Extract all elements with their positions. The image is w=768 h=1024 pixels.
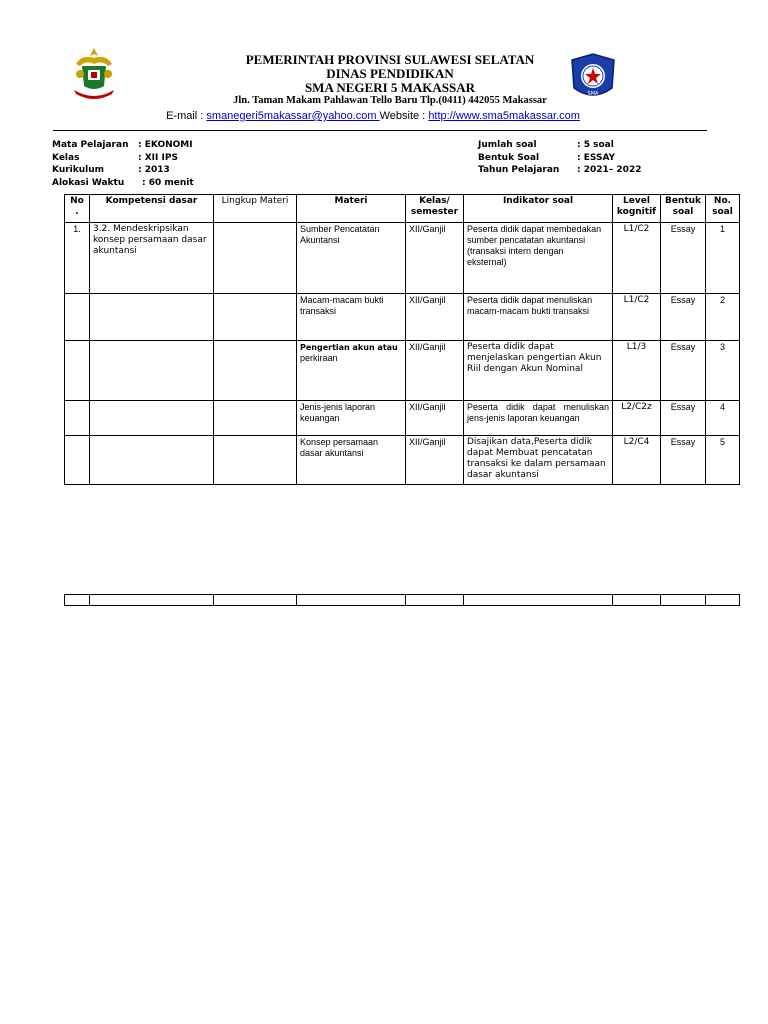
table-header-row <box>65 195 740 223</box>
info-right <box>478 140 678 178</box>
info-label: Kelas <box>52 152 80 163</box>
website-link[interactable]: http://www.sma5makassar.com <box>428 110 580 122</box>
cell-indikator: Peserta didik dapat membedakan sumber pencatatan akuntansi (transaksi intern dengan eksternal) <box>464 223 613 294</box>
email-link[interactable]: smanegeri5makassar@yahoo.com <box>206 110 380 122</box>
table-row <box>65 436 740 485</box>
cell-no: 1. <box>65 223 90 294</box>
cell-indikator: Peserta didik dapat menjelaskan pengertian Akun Riil dengan Akun Nominal <box>464 341 613 401</box>
cell-bentuk: Essay <box>661 223 706 294</box>
cell-lingkup <box>214 436 297 485</box>
school-badge-text: SMA <box>587 91 599 97</box>
cell-level: L2/C4 <box>613 436 661 485</box>
col-header-nosoal: No. soal <box>706 195 740 223</box>
table-row <box>65 294 740 341</box>
cell-nosoal: 1 <box>706 223 740 294</box>
cell-kd <box>90 436 214 485</box>
info-label: Mata Pelajaran <box>52 140 129 150</box>
cell-kelas: XII/Ganjil <box>406 294 464 341</box>
header-contact <box>0 110 746 122</box>
info-label: Bentuk Soal <box>478 152 540 163</box>
info-value: : 2021– 2022 <box>577 165 642 175</box>
cell-indikator: Disajikan data,Peserta didik dapat Membuat pencatatan transaksi ke dalam persamaan dasar akuntansi <box>464 436 613 485</box>
cell-materi-rest: perkiraan <box>300 353 338 363</box>
empty-table-row <box>64 594 740 606</box>
col-header-kd: Kompetensi dasar <box>90 195 214 223</box>
header-school: SMA NEGERI 5 MAKASSAR <box>304 80 476 95</box>
cell-indikator: Peserta didik dapat menuliskan macam-macam bukti transaksi <box>464 294 613 341</box>
cell-nosoal: 4 <box>706 401 740 436</box>
cell-kelas: XII/Ganjil <box>406 401 464 436</box>
cell-kelas: XII/Ganjil <box>406 341 464 401</box>
cell-materi: Sumber Pencatatan Akuntansi <box>297 223 406 294</box>
cell-materi: Macam-macam bukti transaksi <box>297 294 406 341</box>
cell-bentuk: Essay <box>661 294 706 341</box>
info-value: : ESSAY <box>577 152 616 163</box>
info-label: Jumlah soal <box>478 140 537 150</box>
cell-no <box>65 294 90 341</box>
col-header-kelas: Kelas/ semester <box>406 195 464 223</box>
kisi-kisi-table <box>64 194 740 485</box>
cell-materi <box>297 341 406 401</box>
table-row <box>65 401 740 436</box>
cell-kd: 3.2. Mendeskripsikan konsep persamaan dasar akuntansi <box>90 223 214 294</box>
cell-level: L1/C2 <box>613 294 661 341</box>
col-header-level: Level kognitif <box>613 195 661 223</box>
empty-cell <box>297 595 406 606</box>
empty-cell <box>65 595 90 606</box>
empty-cell <box>661 595 706 606</box>
cell-no <box>65 436 90 485</box>
cell-kd <box>90 341 214 401</box>
info-label: Tahun Pelajaran <box>478 165 560 175</box>
cell-kelas: XII/Ganjil <box>406 436 464 485</box>
col-header-lingkup: Lingkup Materi <box>214 195 297 223</box>
empty-cell <box>613 595 661 606</box>
cell-kelas: XII/Ganjil <box>406 223 464 294</box>
info-label: Alokasi Waktu <box>52 177 125 188</box>
cell-no <box>65 341 90 401</box>
cell-materi: Jenis-jenis laporan keuangan <box>297 401 406 436</box>
cell-lingkup <box>214 341 297 401</box>
cell-materi: Konsep persamaan dasar akuntansi <box>297 436 406 485</box>
empty-cell <box>464 595 613 606</box>
cell-bentuk: Essay <box>661 341 706 401</box>
empty-cell <box>214 595 297 606</box>
cell-nosoal: 3 <box>706 341 740 401</box>
cell-kd <box>90 294 214 341</box>
cell-lingkup <box>214 223 297 294</box>
cell-level: L2/C2z <box>613 401 661 436</box>
col-header-indikator: Indikator soal <box>464 195 613 223</box>
cell-level: L1/3 <box>613 341 661 401</box>
cell-level: L1/C2 <box>613 223 661 294</box>
empty-cell <box>90 595 214 606</box>
info-left <box>52 140 252 190</box>
cell-indikator: Peserta didik dapat menuliskan jens-jenis laporan keuangan <box>464 401 613 436</box>
cell-no <box>65 401 90 436</box>
header-address: Jln. Taman Makam Pahlawan Tello Baru Tlp.(0411) 442055 Makassar <box>233 95 547 106</box>
empty-cell <box>406 595 464 606</box>
header-agency: DINAS PENDIDIKAN <box>326 66 454 81</box>
cell-nosoal: 5 <box>706 436 740 485</box>
info-value: : XII IPS <box>138 152 178 163</box>
table-row <box>65 341 740 401</box>
info-value: : 2013 <box>138 165 170 175</box>
header-government: PEMERINTAH PROVINSI SULAWESI SELATAN <box>245 52 535 67</box>
cell-lingkup <box>214 294 297 341</box>
website-label: Website : <box>379 110 429 122</box>
cell-kd <box>90 401 214 436</box>
col-header-materi: Materi <box>297 195 406 223</box>
email-label: E-mail : <box>166 110 207 122</box>
table-row <box>65 223 740 294</box>
info-value: : EKONOMI <box>138 140 193 150</box>
cell-materi-bold: Pengertian akun atau <box>300 343 398 352</box>
cell-bentuk: Essay <box>661 401 706 436</box>
info-value: : 60 menit <box>142 177 194 188</box>
info-value: : 5 soal <box>577 140 614 150</box>
cell-bentuk: Essay <box>661 436 706 485</box>
header-divider <box>53 130 707 131</box>
cell-nosoal: 2 <box>706 294 740 341</box>
school-shield-icon <box>566 52 620 102</box>
col-header-bentuk: Bentuk soal <box>661 195 706 223</box>
col-header-no: No . <box>65 195 90 223</box>
info-label: Kurikulum <box>52 165 105 175</box>
cell-lingkup <box>214 401 297 436</box>
empty-cell <box>706 595 740 606</box>
